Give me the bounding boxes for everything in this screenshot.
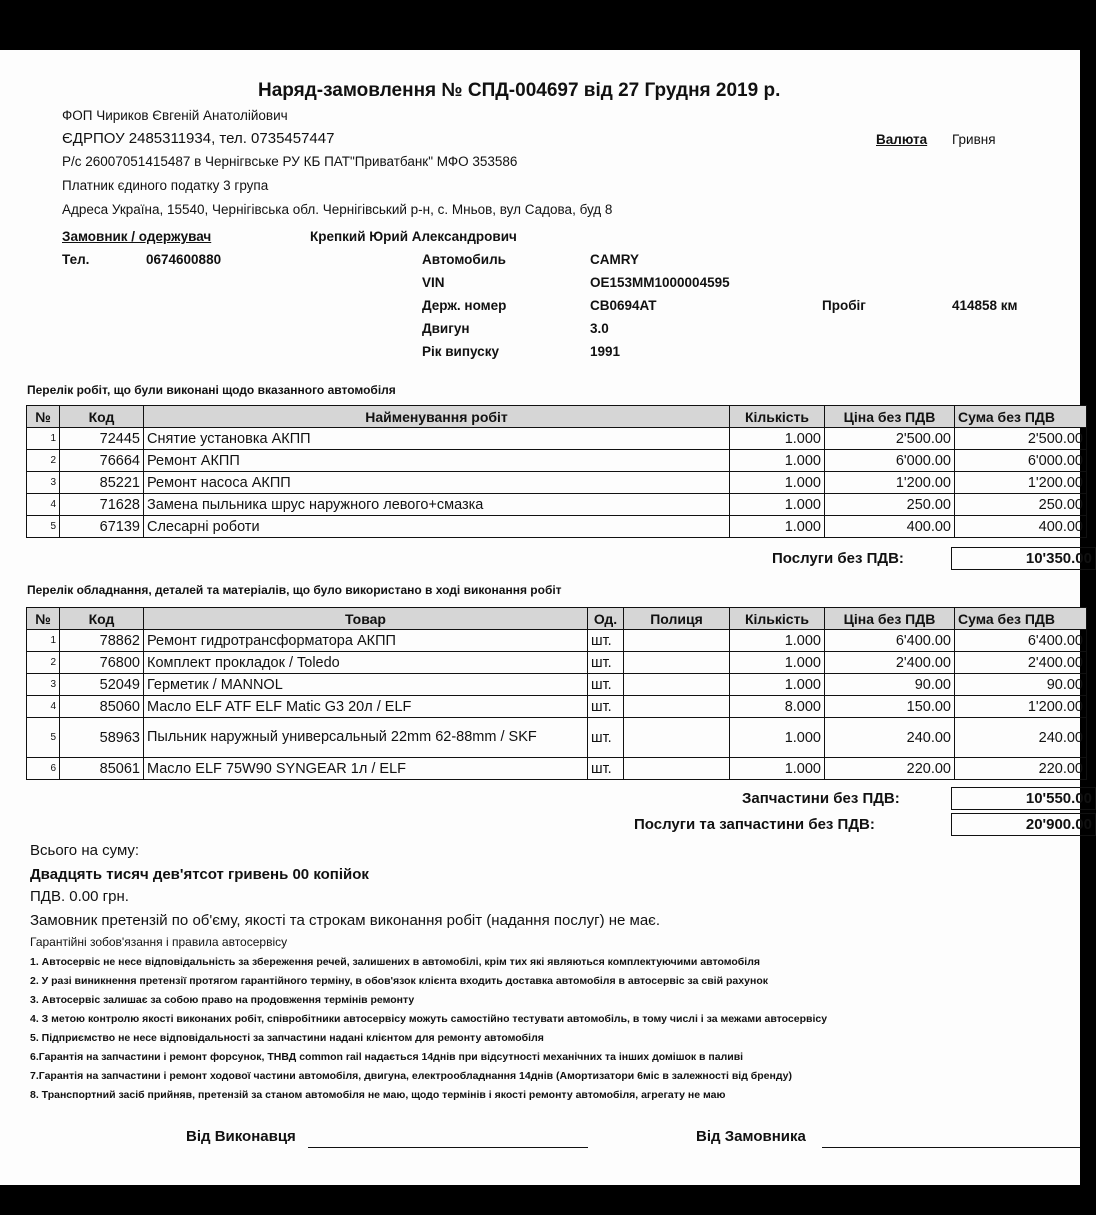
row-unit: шт. xyxy=(588,652,624,674)
row-price: 6'000.00 xyxy=(825,450,955,472)
row-num: 1 xyxy=(27,428,60,450)
parts-header-row xyxy=(27,608,1087,630)
row-sum: 400.00 xyxy=(955,516,1087,538)
table-row xyxy=(27,516,1087,538)
car-engine-label: Двигун xyxy=(422,321,470,336)
row-name: Пыльник наружный универсальный 22mm 62-88mm / SKF xyxy=(144,718,588,758)
parts-caption: Перелік обладнання, деталей та матеріалів, що було використано в ході виконання робіт xyxy=(27,583,562,597)
parts-col-shelf: Полиця xyxy=(624,608,730,630)
supplier-tax: Платник єдиного податку 3 група xyxy=(62,178,269,193)
warranty-item: 2. У разі виникнення претензії протягом гарантійного терміну, в обов'язок клієнта входить доставка автомобіля в автосервіс за свій рахунок xyxy=(30,975,769,987)
warranty-item: 8. Транспортний засіб прийняв, претензій за станом автомобіля не маю, щодо термінів і якості ремонту автомобіля, агрегату не маю xyxy=(30,1089,726,1101)
row-sum: 2'500.00 xyxy=(955,428,1087,450)
currency-value: Гривня xyxy=(952,132,996,147)
row-price: 240.00 xyxy=(825,718,955,758)
table-row xyxy=(27,428,1087,450)
row-name: Ремонт гидротрансформатора АКПП xyxy=(144,630,588,652)
table-row xyxy=(27,472,1087,494)
row-code: 76800 xyxy=(60,652,144,674)
row-sum: 1'200.00 xyxy=(955,696,1087,718)
row-code: 71628 xyxy=(60,494,144,516)
row-sum: 220.00 xyxy=(955,758,1087,780)
row-code: 85221 xyxy=(60,472,144,494)
row-name: Масло ELF ATF ELF Matic G3 20л / ELF xyxy=(144,696,588,718)
row-num: 2 xyxy=(27,450,60,472)
row-qty: 1.000 xyxy=(730,472,825,494)
car-vin-label: VIN xyxy=(422,275,445,290)
customer-signature-line xyxy=(822,1146,1080,1148)
row-name: Ремонт насоса АКПП xyxy=(144,472,730,494)
works-caption: Перелік робіт, що були виконані щодо вказанного автомобіля xyxy=(27,383,396,397)
row-num: 4 xyxy=(27,696,60,718)
row-name: Ремонт АКПП xyxy=(144,450,730,472)
row-code: 78862 xyxy=(60,630,144,652)
parts-col-sum: Сума без ПДВ xyxy=(955,608,1087,630)
works-col-name: Найменування робіт xyxy=(144,406,730,428)
row-qty: 1.000 xyxy=(730,450,825,472)
mileage-label: Пробіг xyxy=(822,298,866,313)
warranty-item: 3. Автосервіс залишає за собою право на продовження термінів ремонту xyxy=(30,994,415,1006)
row-qty: 1.000 xyxy=(730,516,825,538)
car-year-label: Рік випуску xyxy=(422,344,499,359)
sum-in-words: Двадцять тисяч дев'ятсот гривень 00 копійок xyxy=(30,866,369,883)
table-row xyxy=(27,494,1087,516)
row-name: Замена пыльника шрус наружного левого+смазка xyxy=(144,494,730,516)
customer-label: Замовник / одержувач xyxy=(62,229,212,244)
row-shelf xyxy=(624,652,730,674)
works-total-value: 10'350.00 xyxy=(951,547,1096,570)
parts-col-unit: Од. xyxy=(588,608,624,630)
supplier-name: ФОП Чириков Євгеній Анатолійович xyxy=(62,108,288,123)
car-plate-label: Держ. номер xyxy=(422,298,507,313)
table-row xyxy=(27,718,1087,758)
row-sum: 90.00 xyxy=(955,674,1087,696)
row-qty: 1.000 xyxy=(730,494,825,516)
parts-col-name: Товар xyxy=(144,608,588,630)
works-col-num: № xyxy=(27,406,60,428)
works-col-sum: Сума без ПДВ xyxy=(955,406,1087,428)
row-price: 150.00 xyxy=(825,696,955,718)
row-sum: 250.00 xyxy=(955,494,1087,516)
row-price: 90.00 xyxy=(825,674,955,696)
row-price: 2'400.00 xyxy=(825,652,955,674)
parts-total-label: Запчастини без ПДВ: xyxy=(742,790,900,807)
row-sum: 240.00 xyxy=(955,718,1087,758)
mileage-value: 414858 км xyxy=(952,298,1018,313)
row-num: 6 xyxy=(27,758,60,780)
row-num: 1 xyxy=(27,630,60,652)
row-qty: 1.000 xyxy=(730,652,825,674)
row-unit: шт. xyxy=(588,696,624,718)
parts-table xyxy=(26,607,1087,780)
row-shelf xyxy=(624,674,730,696)
row-shelf xyxy=(624,696,730,718)
parts-col-num: № xyxy=(27,608,60,630)
currency-label: Валюта xyxy=(876,132,928,147)
row-sum: 2'400.00 xyxy=(955,652,1087,674)
row-sum: 6'400.00 xyxy=(955,630,1087,652)
parts-col-price: Ціна без ПДВ xyxy=(825,608,955,630)
warranty-item: 1. Автосервіс не несе відповідальність за збереження речей, залишених в автомобілі, крім тих які являються комплектуючими автомобіля xyxy=(30,956,760,968)
table-row xyxy=(27,652,1087,674)
row-price: 220.00 xyxy=(825,758,955,780)
row-num: 4 xyxy=(27,494,60,516)
works-header-row xyxy=(27,406,1087,428)
row-qty: 1.000 xyxy=(730,718,825,758)
table-row xyxy=(27,696,1087,718)
row-unit: шт. xyxy=(588,630,624,652)
row-unit: шт. xyxy=(588,674,624,696)
row-code: 72445 xyxy=(60,428,144,450)
executor-signature-label: Від Виконавця xyxy=(186,1128,296,1145)
row-num: 5 xyxy=(27,718,60,758)
row-price: 6'400.00 xyxy=(825,630,955,652)
row-num: 2 xyxy=(27,652,60,674)
row-qty: 8.000 xyxy=(730,696,825,718)
row-code: 85060 xyxy=(60,696,144,718)
row-qty: 1.000 xyxy=(730,758,825,780)
supplier-address: Адреса Україна, 15540, Чернігівська обл. Чернігівський р-н, с. Мньов, вул Садова, буд 8 xyxy=(62,202,613,217)
row-qty: 1.000 xyxy=(730,674,825,696)
executor-signature-line xyxy=(308,1146,588,1148)
car-model: CAMRY xyxy=(590,252,639,267)
row-code: 67139 xyxy=(60,516,144,538)
row-num: 3 xyxy=(27,472,60,494)
parts-col-code: Код xyxy=(60,608,144,630)
row-qty: 1.000 xyxy=(730,428,825,450)
row-code: 58963 xyxy=(60,718,144,758)
car-engine: 3.0 xyxy=(590,321,609,336)
row-num: 5 xyxy=(27,516,60,538)
grand-total-label: Послуги та запчастини без ПДВ: xyxy=(634,816,875,833)
car-plate: CB0694AT xyxy=(590,298,657,313)
row-num: 3 xyxy=(27,674,60,696)
row-unit: шт. xyxy=(588,758,624,780)
parts-total-value: 10'550.00 xyxy=(951,787,1096,810)
table-row xyxy=(27,630,1087,652)
table-row xyxy=(27,674,1087,696)
warranty-item: 5. Підприємство не несе відповідальності за запчастини надані клієнтом для ремонту автомобіля xyxy=(30,1032,544,1044)
row-shelf xyxy=(624,758,730,780)
works-table xyxy=(26,405,1087,538)
document-title: Наряд-замовлення № СПД-004697 від 27 Грудня 2019 р. xyxy=(258,80,781,101)
works-col-price: Ціна без ПДВ xyxy=(825,406,955,428)
row-code: 85061 xyxy=(60,758,144,780)
works-total-label: Послуги без ПДВ: xyxy=(772,550,904,567)
row-price: 1'200.00 xyxy=(825,472,955,494)
supplier-account: Р/с 26007051415487 в Чернігвське РУ КБ ПАТ"Приватбанк" МФО 353586 xyxy=(62,154,518,169)
row-name: Герметик / MANNOL xyxy=(144,674,588,696)
row-qty: 1.000 xyxy=(730,630,825,652)
parts-col-qty: Кількість xyxy=(730,608,825,630)
warranty-heading: Гарантійні зобов'язання і правила автосервісу xyxy=(30,935,288,949)
row-price: 250.00 xyxy=(825,494,955,516)
works-col-qty: Кількість xyxy=(730,406,825,428)
phone-label: Тел. xyxy=(62,252,90,267)
sum-label: Всього на суму: xyxy=(30,842,140,859)
row-name: Снятие установка АКПП xyxy=(144,428,730,450)
row-name: Комплект прокладок / Toledo xyxy=(144,652,588,674)
row-price: 2'500.00 xyxy=(825,428,955,450)
row-sum: 6'000.00 xyxy=(955,450,1087,472)
vat-line: ПДВ. 0.00 грн. xyxy=(30,888,129,905)
no-claims-text: Замовник претензій по об'єму, якості та строкам виконання робіт (надання послуг) не має. xyxy=(30,912,660,929)
row-code: 52049 xyxy=(60,674,144,696)
warranty-item: 4. З метою контролю якості виконаних робіт, співробітники автосервісу можуть самостійно тестувати автомобіль, в тому числі і за межами автосервісу xyxy=(30,1013,828,1025)
table-row xyxy=(27,450,1087,472)
warranty-item: 7.Гарантія на запчастини і ремонт ходової частини автомобіля, двигуна, електрообладнання 14днів (Амортизатори 6міс в залежності від бренду) xyxy=(30,1070,792,1082)
customer-signature-label: Від Замовника xyxy=(696,1128,806,1145)
warranty-item: 6.Гарантія на запчастини і ремонт форсунок, ТНВД common rail надається 14днів при відсутності механічних та інших домішок в паливі xyxy=(30,1051,744,1063)
row-price: 400.00 xyxy=(825,516,955,538)
row-shelf xyxy=(624,718,730,758)
grand-total-value: 20'900.00 xyxy=(951,813,1096,836)
table-row xyxy=(27,758,1087,780)
car-vin: OE153MM1000004595 xyxy=(590,275,730,290)
row-sum: 1'200.00 xyxy=(955,472,1087,494)
row-unit: шт. xyxy=(588,718,624,758)
phone-value: 0674600880 xyxy=(146,252,222,267)
row-name: Масло ELF 75W90 SYNGEAR 1л / ELF xyxy=(144,758,588,780)
customer-name: Крепкий Юрий Александрович xyxy=(310,229,517,244)
supplier-edrpou: ЄДРПОУ 2485311934, тел. 0735457447 xyxy=(62,130,335,147)
works-col-code: Код xyxy=(60,406,144,428)
car-year: 1991 xyxy=(590,344,621,359)
row-code: 76664 xyxy=(60,450,144,472)
row-name: Слесарні роботи xyxy=(144,516,730,538)
car-model-label: Автомобиль xyxy=(422,252,506,267)
row-shelf xyxy=(624,630,730,652)
document-page xyxy=(0,50,1092,1185)
